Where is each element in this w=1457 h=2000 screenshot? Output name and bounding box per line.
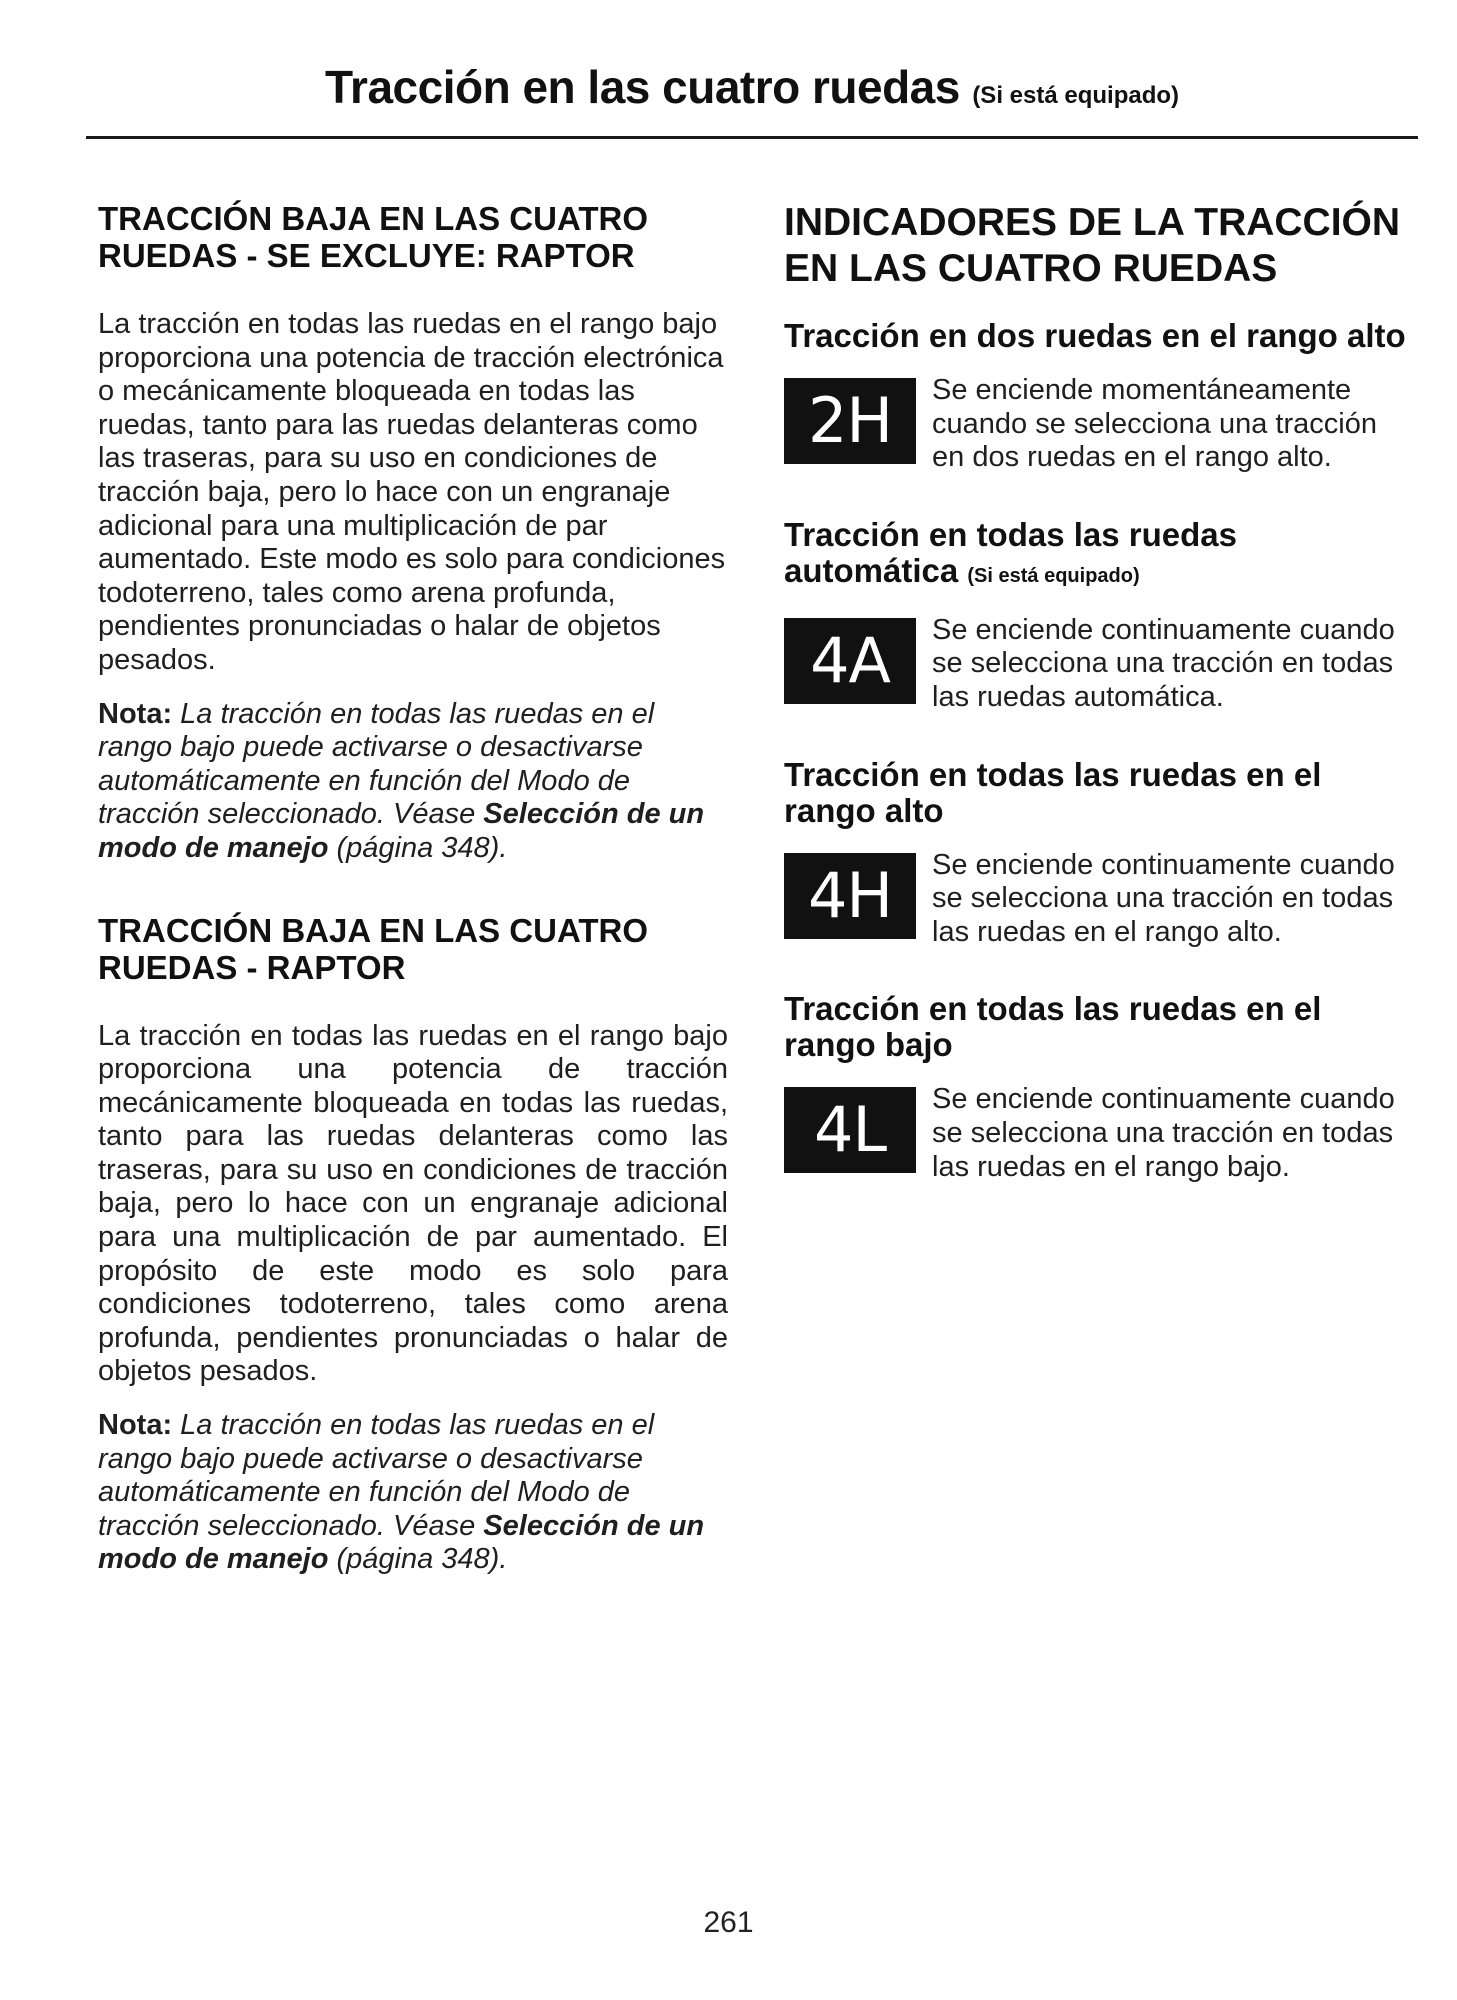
indicator-heading-4a: Tracción en todas las ruedas automática (Si está equipado) <box>784 515 1238 589</box>
indicator-heading-4h: Tracción en todas las ruedas en el rango alto <box>784 755 1322 829</box>
note-link-drive-mode[interactable]: Selección de un modo de manejo <box>98 1509 705 1576</box>
note-link-drive-mode[interactable]: Selección de un modo de manejo <box>98 798 705 864</box>
note-text: La tracción en todas las ruedas en el rango bajo puede activarse o desactivarse automáticamente en función del Modo de tracción seleccionado. Véase <box>98 697 655 831</box>
page-number: 261 <box>703 1906 754 1939</box>
indicator-heading-4l: Tracción en todas las ruedas en el rango bajo <box>784 990 1322 1064</box>
note-label: Nota: <box>98 697 173 730</box>
note-label: Nota: <box>98 1409 173 1442</box>
note-page-ref: (página 348). <box>336 1543 508 1576</box>
4h-indicator-icon: 4H <box>784 853 916 939</box>
indicator-text-4l: Se enciende continuamente cuando se selecciona una tracción en todas las ruedas en el rango bajo. <box>932 1083 1395 1183</box>
note-low-4wd-excl-raptor <box>98 698 728 866</box>
right-column <box>784 200 1414 1226</box>
page-header <box>86 60 1418 114</box>
section-heading-low-4wd-excl-raptor: TRACCIÓN BAJA EN LAS CUATRO RUEDAS - SE EXCLUYE: RAPTOR <box>98 200 648 274</box>
page-title: Tracción en las cuatro ruedas <box>324 61 960 113</box>
4l-indicator-icon: 4L <box>784 1087 916 1173</box>
section-heading-low-4wd-raptor: TRACCIÓN BAJA EN LAS CUATRO RUEDAS - RAPTOR <box>98 911 648 986</box>
indicator-4l <box>784 1083 1414 1184</box>
indicator-4a <box>784 614 1414 715</box>
indicator-text-4a: Se enciende continuamente cuando se selecciona una tracción en todas las ruedas automática. <box>932 613 1395 713</box>
section-body-low-4wd-raptor: La tracción en todas las ruedas en el rango bajo proporciona una potencia de tracción mecánicamente bloqueada en todas las ruedas, tanto para las ruedas delanteras como las traseras, para su uso en condiciones de tracción baja, pero lo hace con un engranaje adicional para una multiplicación de par aumentado. El propósito de este modo es solo para condiciones todoterreno, tales como arena profunda, pendientes pronunciadas o halar de objetos pesados. <box>98 1019 728 1388</box>
indicators-heading: INDICADORES DE LA TRACCIÓN EN LAS CUATRO RUEDAS <box>784 201 1401 290</box>
header-divider <box>86 136 1418 139</box>
section-body-low-4wd-excl-raptor: La tracción en todas las ruedas en el rango bajo proporciona una potencia de tracción electrónica o mecánicamente bloqueada en todas las ruedas, tanto para las ruedas delanteras como las traseras, para su uso en condiciones de tracción baja, pero lo hace con un engranaje adicional para una multiplicación de par aumentado. Este modo es solo para condiciones todoterreno, tales como arena profunda, pendientes pronunciadas o halar de objetos pesados. <box>98 308 726 676</box>
indicator-2h <box>784 374 1414 475</box>
4a-indicator-icon: 4A <box>784 618 916 704</box>
left-column <box>98 200 728 1577</box>
indicator-4h <box>784 849 1414 950</box>
2h-indicator-icon: 2H <box>784 378 916 464</box>
indicator-text-2h: Se enciende momentáneamente cuando se selecciona una tracción en dos ruedas en el rango alto. <box>932 374 1377 474</box>
note-text: La tracción en todas las ruedas en el rango bajo puede activarse o desactivarse automáticamente en función del Modo de tracción seleccionado. Véase <box>98 1409 655 1542</box>
indicator-heading-2h: Tracción en dos ruedas en el rango alto <box>784 317 1406 354</box>
page-title-note: (Si está equipado) <box>972 82 1180 109</box>
note-low-4wd-raptor <box>98 1409 728 1577</box>
note-page-ref: (página 348). <box>336 831 508 864</box>
indicator-heading-note: (Si está equipado) <box>967 564 1140 587</box>
indicator-text-4h: Se enciende continuamente cuando se selecciona una tracción en todas las ruedas en el rango alto. <box>932 848 1395 948</box>
